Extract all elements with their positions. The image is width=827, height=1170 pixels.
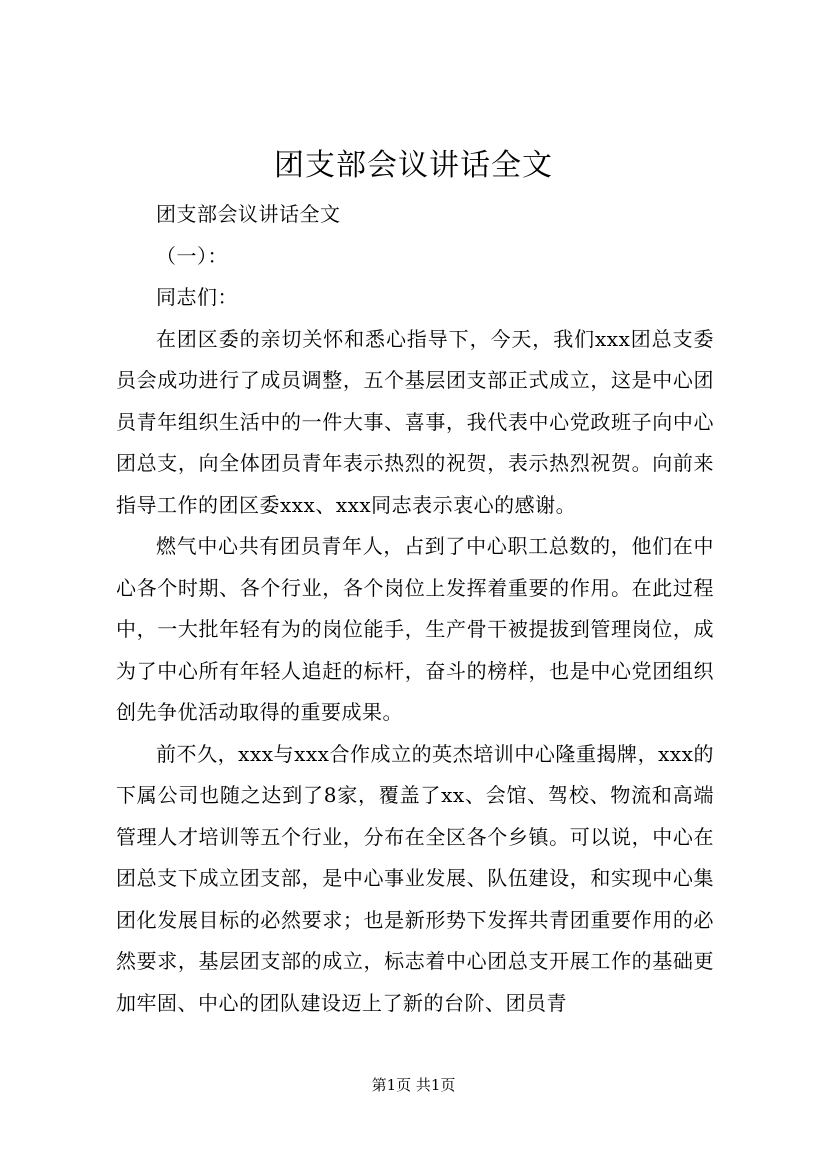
document-body — [116, 194, 714, 1024]
paragraph-salutation: 同志们： — [156, 285, 238, 309]
paragraph-body: 在团区委的亲切关怀和悉心指导下，今天，我们xxx团总支委员会成功进行了成员调整，五个基层团支部正式成立，这是中心团员青年组织生活中的一件大事、喜事，我代表中心党政班子向中心团总支，向全体团员青年表示热烈的祝贺，表示热烈祝贺。向前来指导工作的团区委xxx、xxx同志表示衷心的感谢。 — [116, 326, 714, 517]
page-number-footer: 第1页 共1页 — [371, 1076, 456, 1094]
paragraph-subtitle: 团支部会议讲话全文 — [156, 202, 341, 226]
paragraph-body: 燃气中心共有团员青年人，占到了中心职工总数的，他们在中心各个时期、各个行业，各个岗位上发挥着重要的作用。在此过程中，一大批年轻有为的岗位能手，生产骨干被提拔到管理岗位，成为了中心所有年轻人追赶的标杆，奋斗的榜样，也是中心党团组织创先争优活动取得的重要成果。 — [116, 534, 714, 724]
document-title: 团支部会议讲话全文 — [274, 148, 553, 183]
paragraph-section-number: （一）： — [156, 243, 228, 268]
paragraph-body: 前不久，xxx与xxx合作成立的英杰培训中心隆重揭牌，xxx的下属公司也随之达到了8家，覆盖了xx、会馆、驾校、物流和高端管理人才培训等五个行业，分布在全区各个乡镇。可以说，中心在团总支下成立团支部，是中心事业发展、队伍建设，和实现中心集团化发展目标的必然要求；也是新形势下发挥共青团重要作用的必然要求，基层团支部的成立，标志着中心团总支开展工作的基础更加牢固、中心的团队建设迈上了新的台阶、团员青 — [116, 741, 714, 1015]
